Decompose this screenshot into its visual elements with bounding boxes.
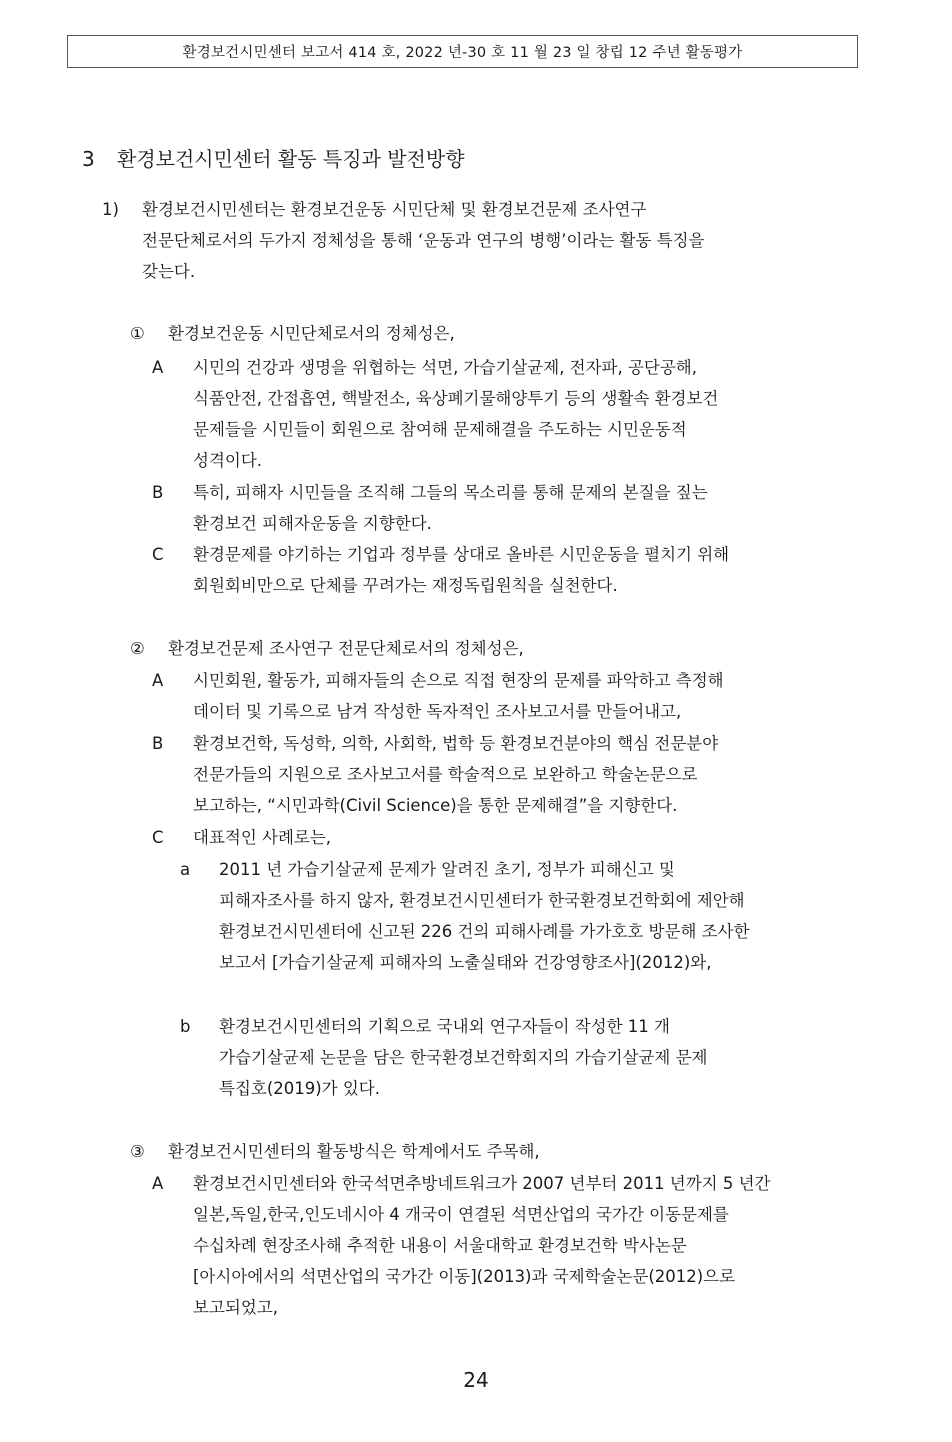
list-line: 환경보건 피해자운동을 지향한다.: [193, 514, 432, 533]
running-header-text: 환경보건시민센터 보고서 414 호, 2022 년-30 호 11 월 23 일 창립 12 주년 활동평가: [182, 45, 743, 61]
list-line: 환경문제를 야기하는 기업과 정부를 상대로 올바른 시민운동을 펼치기 위해: [193, 545, 730, 564]
list-line: 전문가들의 지원으로 조사보고서를 학술적으로 보완하고 학술논문으로: [193, 765, 698, 784]
sublist-line: 보고서 [가습기살균제 피해자의 노출실태와 건강영향조사](2012)와,: [219, 953, 712, 972]
circled-marker: ①: [130, 324, 145, 343]
sublist-marker: b: [180, 1017, 191, 1036]
subsection-heading: 환경보건운동 시민단체로서의 정체성은,: [168, 324, 455, 343]
list-line: 수십차례 현장조사해 추적한 내용이 서울대학교 환경보건학 박사논문: [193, 1236, 687, 1255]
sublist-line: 피해자조사를 하지 않자, 환경보건시민센터가 한국환경보건학회에 제안해: [219, 891, 745, 910]
list-line: 환경보건시민센터와 한국석면추방네트워크가 2007 년부터 2011 년까지 5 년간: [193, 1174, 771, 1193]
subsection-heading: 환경보건시민센터의 활동방식은 학계에서도 주목해,: [168, 1142, 540, 1161]
list-marker: B: [152, 483, 164, 502]
circled-marker: ②: [130, 639, 145, 658]
list-marker: A: [152, 1174, 164, 1193]
sublist-line: 2011 년 가습기살균제 문제가 알려진 초기, 정부가 피해신고 및: [219, 860, 675, 879]
list-line: [아시아에서의 석면산업의 국가간 이동](2013)과 국제학술논문(2012)으로: [193, 1267, 736, 1286]
list-line: 보고되었고,: [193, 1298, 278, 1317]
list-marker: A: [152, 671, 164, 690]
list-marker: C: [152, 828, 164, 847]
running-header: [67, 35, 858, 68]
sublist-line: 환경보건시민센터의 기획으로 국내외 연구자들이 작성한 11 개: [219, 1017, 670, 1036]
list-line: 문제들을 시민들이 회원으로 참여해 문제해결을 주도하는 시민운동적: [193, 420, 687, 439]
sublist-line: 가습기살균제 논문을 담은 한국환경보건학회지의 가습기살균제 문제: [219, 1048, 708, 1067]
list-line: 일본,독일,한국,인도네시아 4 개국이 연결된 석면산업의 국가간 이동문제를: [193, 1205, 729, 1224]
list-marker: C: [152, 545, 164, 564]
list-marker: A: [152, 358, 164, 377]
list-line: 식품안전, 간접흡연, 핵발전소, 육상폐기물해양투기 등의 생활속 환경보건: [193, 389, 719, 408]
item-marker: 1): [102, 200, 119, 219]
list-line: 시민의 건강과 생명을 위협하는 석면, 가습기살균제, 전자파, 공단공해,: [193, 358, 697, 377]
list-line: 회원회비만으로 단체를 꾸려가는 재정독립원칙을 실천한다.: [193, 576, 618, 595]
paragraph-line: 환경보건시민센터는 환경보건운동 시민단체 및 환경보건문제 조사연구: [142, 200, 647, 219]
paragraph-line: 갖는다.: [142, 262, 196, 281]
sublist-marker: a: [180, 860, 191, 879]
list-line: 환경보건학, 독성학, 의학, 사회학, 법학 등 환경보건분야의 핵심 전문분야: [193, 734, 719, 753]
list-line: 시민회원, 활동가, 피해자들의 손으로 직접 현장의 문제를 파악하고 측정해: [193, 671, 724, 690]
section-number: 3: [82, 147, 95, 171]
list-line: 대표적인 사례로는,: [193, 828, 332, 847]
list-marker: B: [152, 734, 164, 753]
page-number: 24: [463, 1368, 489, 1392]
paragraph-line: 전문단체로서의 두가지 정체성을 통해 ‘운동과 연구의 병행’이라는 활동 특징을: [142, 231, 705, 250]
list-line: 성격이다.: [193, 451, 263, 470]
section-title: 환경보건시민센터 활동 특징과 발전방향: [117, 147, 465, 171]
list-line: 데이터 및 기록으로 남겨 작성한 독자적인 조사보고서를 만들어내고,: [193, 702, 682, 721]
circled-marker: ③: [130, 1142, 145, 1161]
sublist-line: 특집호(2019)가 있다.: [219, 1079, 380, 1098]
list-line: 보고하는, “시민과학(Civil Science)을 통한 문제해결”을 지향한다.: [193, 796, 678, 815]
list-line: 특히, 피해자 시민들을 조직해 그들의 목소리를 통해 문제의 본질을 짚는: [193, 483, 708, 502]
sublist-line: 환경보건시민센터에 신고된 226 건의 피해사례를 가가호호 방문해 조사한: [219, 922, 750, 941]
subsection-heading: 환경보건문제 조사연구 전문단체로서의 정체성은,: [168, 639, 524, 658]
